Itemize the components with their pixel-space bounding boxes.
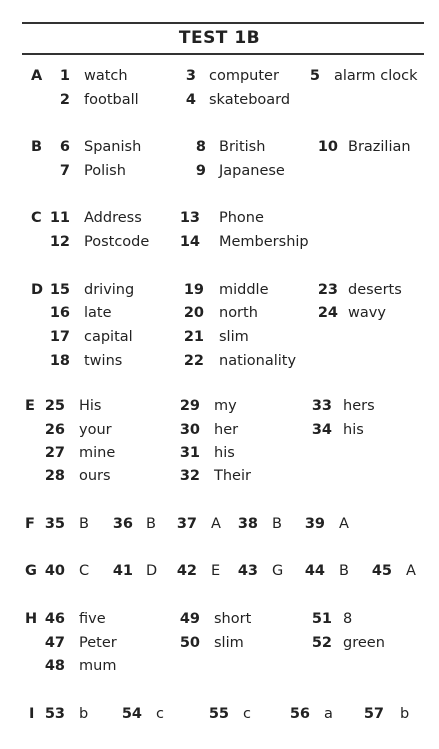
- item-answer: mine: [79, 445, 116, 461]
- item-number: 51: [311, 611, 332, 627]
- item-answer: driving: [84, 282, 135, 298]
- item-answer: b: [79, 706, 89, 722]
- title-underline: [22, 53, 424, 55]
- item-answer: British: [219, 139, 266, 155]
- item-number: 28: [44, 468, 65, 484]
- item-answer: middle: [219, 282, 269, 298]
- item-answer: G: [272, 563, 284, 579]
- item-number: 9: [195, 163, 206, 179]
- item-answer: deserts: [348, 282, 402, 298]
- item-answer: five: [79, 611, 106, 627]
- item-number: 50: [179, 635, 200, 651]
- item-answer: twins: [84, 353, 123, 369]
- section-letter: C: [31, 210, 42, 226]
- item-number: 18: [49, 353, 70, 369]
- item-answer: c: [156, 706, 164, 722]
- item-number: 56: [289, 706, 310, 722]
- item-number: 29: [179, 398, 200, 414]
- item-answer: B: [79, 516, 89, 532]
- item-answer: alarm clock: [334, 68, 418, 84]
- item-number: 16: [49, 305, 70, 321]
- item-number: 24: [317, 305, 338, 321]
- item-answer: short: [214, 611, 252, 627]
- item-number: 52: [311, 635, 332, 651]
- item-answer: capital: [84, 329, 133, 345]
- item-answer: A: [339, 516, 349, 532]
- item-answer: Postcode: [84, 234, 150, 250]
- item-number: 15: [49, 282, 70, 298]
- item-number: 49: [179, 611, 200, 627]
- item-answer: Their: [214, 468, 251, 484]
- item-number: 38: [237, 516, 258, 532]
- section-letter: G: [25, 563, 37, 579]
- item-answer: Spanish: [84, 139, 142, 155]
- item-answer: Polish: [84, 163, 126, 179]
- item-number: 8: [195, 139, 206, 155]
- item-number: 20: [183, 305, 204, 321]
- top-rule: [22, 22, 424, 24]
- item-answer: skateboard: [209, 92, 291, 108]
- item-number: 35: [44, 516, 65, 532]
- item-answer: computer: [209, 68, 279, 84]
- item-number: 17: [49, 329, 70, 345]
- item-number: 47: [44, 635, 65, 651]
- item-number: 45: [371, 563, 392, 579]
- item-answer: D: [146, 563, 158, 579]
- item-number: 26: [44, 422, 65, 438]
- item-answer: b: [400, 706, 410, 722]
- section-letter: A: [31, 68, 43, 84]
- item-answer: north: [219, 305, 258, 321]
- item-number: 30: [179, 422, 200, 438]
- item-number: 1: [59, 68, 70, 84]
- item-number: 57: [363, 706, 384, 722]
- section-letter: E: [25, 398, 35, 414]
- item-number: 54: [121, 706, 142, 722]
- item-number: 41: [112, 563, 133, 579]
- section-letter: D: [31, 282, 44, 298]
- item-answer: c: [243, 706, 251, 722]
- item-number: 43: [237, 563, 258, 579]
- item-number: 3: [185, 68, 196, 84]
- item-answer: his: [214, 445, 235, 461]
- item-answer: slim: [219, 329, 249, 345]
- item-answer: your: [79, 422, 112, 438]
- item-number: 27: [44, 445, 65, 461]
- item-number: 53: [44, 706, 65, 722]
- item-answer: Peter: [79, 635, 117, 651]
- item-number: 25: [44, 398, 65, 414]
- item-answer: mum: [79, 658, 117, 674]
- item-answer: C: [79, 563, 90, 579]
- item-number: 13: [179, 210, 200, 226]
- item-number: 14: [179, 234, 200, 250]
- item-number: 22: [183, 353, 204, 369]
- item-answer: Membership: [219, 234, 309, 250]
- item-number: 46: [44, 611, 65, 627]
- item-number: 31: [179, 445, 200, 461]
- item-answer: A: [211, 516, 221, 532]
- item-answer: Phone: [219, 210, 264, 226]
- item-number: 34: [311, 422, 332, 438]
- item-number: 6: [59, 139, 70, 155]
- item-answer: A: [406, 563, 416, 579]
- item-number: 19: [183, 282, 204, 298]
- item-number: 12: [49, 234, 70, 250]
- item-answer: E: [211, 563, 221, 579]
- item-number: 36: [112, 516, 133, 532]
- item-answer: His: [79, 398, 102, 414]
- item-number: 10: [317, 139, 338, 155]
- item-answer: green: [343, 635, 385, 651]
- item-number: 37: [176, 516, 197, 532]
- item-answer: slim: [214, 635, 244, 651]
- item-answer: Address: [84, 210, 142, 226]
- item-number: 42: [176, 563, 197, 579]
- item-answer: ours: [79, 468, 111, 484]
- section-letter: I: [29, 706, 35, 722]
- item-answer: late: [84, 305, 112, 321]
- item-answer: watch: [84, 68, 128, 84]
- item-number: 4: [185, 92, 196, 108]
- item-answer: his: [343, 422, 364, 438]
- item-number: 5: [309, 68, 320, 84]
- item-answer: Japanese: [219, 163, 285, 179]
- item-number: 2: [59, 92, 70, 108]
- item-answer: hers: [343, 398, 375, 414]
- section-letter: F: [25, 516, 35, 532]
- item-number: 11: [49, 210, 70, 226]
- item-answer: B: [339, 563, 349, 579]
- item-answer: nationality: [219, 353, 297, 369]
- item-answer: B: [146, 516, 156, 532]
- item-answer: B: [272, 516, 282, 532]
- item-answer: football: [84, 92, 139, 108]
- item-number: 40: [44, 563, 65, 579]
- item-answer: Brazilian: [348, 139, 411, 155]
- item-number: 33: [311, 398, 332, 414]
- item-number: 23: [317, 282, 338, 298]
- item-number: 48: [44, 658, 65, 674]
- item-number: 32: [179, 468, 200, 484]
- item-number: 55: [208, 706, 229, 722]
- section-letter: B: [31, 139, 43, 155]
- item-number: 21: [183, 329, 204, 345]
- item-number: 44: [304, 563, 325, 579]
- item-answer: 8: [343, 611, 353, 627]
- item-answer: my: [214, 398, 237, 414]
- item-answer: a: [324, 706, 333, 722]
- item-answer: her: [214, 422, 239, 438]
- item-number: 7: [59, 163, 70, 179]
- page-title: TEST 1B: [178, 28, 261, 48]
- item-number: 39: [304, 516, 325, 532]
- item-answer: wavy: [348, 305, 386, 321]
- section-letter: H: [25, 611, 38, 627]
